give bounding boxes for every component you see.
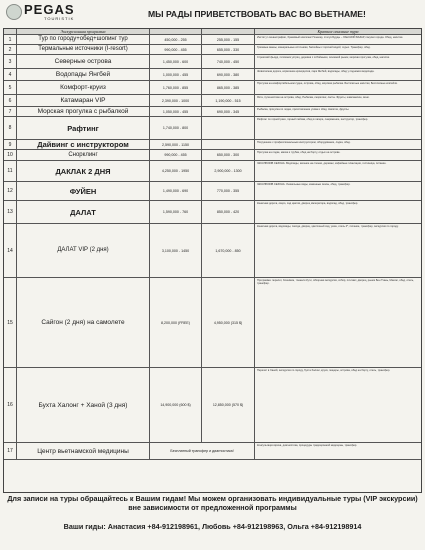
price-adult: 1,490,000 - 690	[162, 189, 189, 193]
table-row	[4, 161, 421, 182]
logo: PEGAS	[24, 2, 75, 17]
price-child: 1,190,000 - 515	[215, 98, 241, 103]
price-adult: 14,900,000 (600 $)	[160, 403, 191, 407]
tour-description: Перелет в Ханой, экскурсия по городу, бухта Халонг, круиз, пещеры, острова, обед на борту, отель, трансфер.	[257, 369, 391, 372]
price-adult: 2,590,000 - 1150	[162, 142, 189, 147]
tour-description: Живописная дорога, кормление крокодилов, парк Янгбей, водопады, обед у подножия водопада.	[257, 70, 375, 73]
row-number: 12	[7, 188, 13, 194]
tour-name: ДАКЛАК 2 ДНЯ	[55, 166, 111, 176]
price-child: 690,000 - 380	[216, 72, 240, 77]
row-number: 7	[8, 108, 12, 115]
table-row	[4, 35, 421, 45]
tour-description: Институт океанографии, Храмовый комплекс Понагар, статуя Будды – ЛАНСКИЙ БАЗАР, покупки города. Обед, напитки.	[257, 36, 404, 39]
table-row	[4, 117, 421, 140]
table-row	[4, 368, 421, 443]
tour-description: Консультация врача, диагностика, процедуры традиционной медицины, трансфер.	[257, 444, 358, 447]
price-adult: 8,200,000 (FREE)	[161, 320, 190, 325]
row-number: 11	[7, 168, 13, 174]
tour-name: Северные острова	[54, 58, 112, 65]
price-adult: 990,000 - 455	[164, 153, 187, 157]
price-child: 655,000 - 330	[216, 47, 240, 52]
table-row	[4, 69, 421, 81]
price-adult: 990,000 - 455	[164, 47, 187, 52]
page-title: МЫ РАДЫ ПРИВЕТСТВОВАТЬ ВАС ВО ВЬЕТНАМЕ!	[148, 9, 366, 19]
tour-description: Канатная дорога, водопады, пагода, дворец, цветочный сад, ужин, отель 4*, питание, трансфер, экскурсии по городу.	[257, 225, 399, 228]
tour-name: Бухта Халонг + Ханой (3 дня)	[38, 401, 128, 409]
row-number: 10	[7, 152, 13, 158]
table-row	[4, 150, 421, 161]
tour-description: Прогулка на лодке, маска и трубка, обед на борту, отдых на острове.	[257, 151, 341, 154]
price-adult: 1,050,000 - 455	[162, 109, 189, 114]
table-row	[4, 45, 421, 55]
price-child: 12,850,000 (570 $)	[212, 403, 244, 407]
tour-table	[3, 28, 422, 493]
row-number: 4	[8, 71, 12, 78]
price-child: 850,000 - 420	[216, 210, 240, 214]
tour-name: Дайвинг с инструктором	[37, 140, 129, 149]
logo-subtitle: TOURISTIK	[44, 16, 75, 21]
table-row	[4, 95, 421, 107]
price-adult: 3,100,000 - 1450	[161, 248, 190, 253]
row-number: 16	[7, 402, 13, 408]
price-adult: 1,760,000 - 855	[162, 85, 189, 90]
tour-name: ДАЛАТ	[70, 207, 96, 217]
tour-description: Яхта, путешествие на острова, обед, Рыбалка, снорклинг, ласты. Фрукты, шампанское, вино.	[257, 96, 370, 99]
row-number: 13	[7, 209, 13, 215]
tour-name: Термальные источники (I-resort)	[38, 46, 128, 52]
row-number: 3	[8, 58, 12, 65]
table-row	[4, 107, 421, 117]
tour-description: Рафтинг по горной реке, горный пейзаж, обед в лагере, снаряжение, инструктор, трансфер.	[257, 118, 368, 121]
row-number: 6	[8, 97, 12, 104]
tour-name: Водопады Янгбей	[55, 71, 111, 78]
tour-description: ЭКСКЛЮЗИВ СЕЗОНА. Водопады, катание на слонах, деревни, кофейные плантации, гостиница, питание.	[257, 162, 387, 165]
logo-icon	[6, 4, 22, 20]
row-number: 2	[8, 46, 12, 53]
header-price-child	[202, 29, 255, 34]
row-number: 5	[8, 84, 12, 91]
price-adult: 1,000,000 - 455	[162, 72, 189, 77]
tour-name: Рафтинг	[67, 123, 99, 133]
header-description: Краткое описание тура	[317, 29, 359, 34]
row-number: 9	[8, 141, 12, 148]
tour-name: Снорклинг	[68, 151, 98, 158]
tour-name: ДАЛАТ VIP (2 дня)	[57, 247, 109, 253]
header-num	[4, 29, 17, 34]
price-child: 4,950,000 (315 $)	[213, 320, 243, 325]
tour-description: Стрекозий фьорд, питомник устриц, деревня с отбойными, основной рынок, морская прогулка, обед, напитки.	[257, 56, 390, 59]
tour-name: Катамаран VIP	[60, 97, 106, 104]
price-child: 255,000 - 155	[216, 37, 240, 42]
tour-name: ФУЙЕН	[69, 186, 97, 196]
tour-description: Прогулка на комфортабельном судне, острова, обед, морская рыбалка. Бесплатные напитки, Бесплатные коктейли.	[257, 82, 398, 85]
row-number: 1	[8, 36, 12, 43]
tour-description: Погружение с профессиональным инструктором, оборудование, лодка, обед.	[257, 141, 351, 144]
price-adult: 4,250,000 - 1950	[161, 169, 190, 173]
price-child: 770,000 - 355	[216, 189, 240, 193]
price-adult: 1,450,000 - 600	[162, 59, 189, 64]
price-child: 650,000 - 300	[216, 153, 240, 157]
tour-name: Морская прогулка с рыбалкой	[37, 108, 129, 115]
header-price-adult	[150, 29, 202, 34]
row-number: 17	[7, 448, 13, 454]
tour-description: Грязевые ванны, минеральные источники, бассейны с горячей водой, отдых. Трансфер, обед.	[257, 46, 371, 49]
table-row	[4, 55, 421, 69]
row-number: 14	[7, 247, 13, 254]
table-row	[4, 140, 421, 150]
table-row	[4, 443, 421, 460]
price-child	[202, 117, 254, 139]
table-row	[4, 182, 421, 201]
tour-description: Программа: перелет, Хошимин, тоннели Кути, обзорная экскурсия, собор, почтамт, дворец, рынок Бен Тхань, Меконг, обед, отель, трансфер.	[257, 279, 414, 286]
price-child: 740,000 - 450	[216, 59, 240, 64]
footer-guide-contacts: Ваши гиды: Анастасия +84-912198961, Любовь +84-912198963, Ольга +84-912198914	[63, 522, 362, 531]
price-adult: Бесплатный трансфер и диагностика!	[170, 449, 234, 453]
tour-description: Рыбалка, прогулка по лодке, приготовление улова и обед. Напитки, фрукты.	[257, 108, 350, 111]
header	[0, 0, 425, 26]
tour-description: Канатная дорога, озеро, сад цветов, дворец императора, водопад, обед, трансфер.	[257, 202, 359, 205]
price-child: 1,670,000 - 850	[215, 248, 241, 253]
row-number: 8	[8, 125, 12, 131]
table-row	[4, 81, 421, 95]
price-adult: 450,000 - 255	[164, 37, 187, 42]
price-adult: 1,740,000 - 800	[162, 126, 189, 130]
table-row	[4, 278, 421, 368]
row-number: 15	[7, 319, 13, 326]
price-child: 690,000 - 345	[216, 109, 240, 114]
price-child	[202, 140, 254, 149]
price-adult: 2,390,000 - 1000	[161, 98, 190, 103]
tour-name: Тур по городу+обед+шопинг тур	[38, 36, 128, 42]
footer-booking-note: Для записи на туры обращайтесь к Вашим гидам! Мы можем организовать индивидуальные туры (VIP экскурсии) вне зависимости от предложенной программы	[7, 494, 418, 512]
price-adult: 1,590,000 - 760	[162, 210, 189, 214]
tour-name: Сайгон (2 дня) на самолете	[41, 319, 125, 326]
price-child: 2,900,000 - 1300	[214, 169, 242, 173]
header-program: Экскурсионная программа	[17, 29, 150, 34]
price-child: 865,000 - 385	[216, 85, 240, 90]
table-row	[4, 201, 421, 224]
tour-name: Комфорт-круиз	[60, 84, 106, 91]
table-row	[4, 224, 421, 278]
tour-description: ЭКСКЛЮЗИВ СЕЗОНА. Уникальные виды, каменные скалы, обед, трансфер.	[257, 183, 351, 186]
tour-name: Центр вьетнамской медицины	[37, 447, 129, 455]
